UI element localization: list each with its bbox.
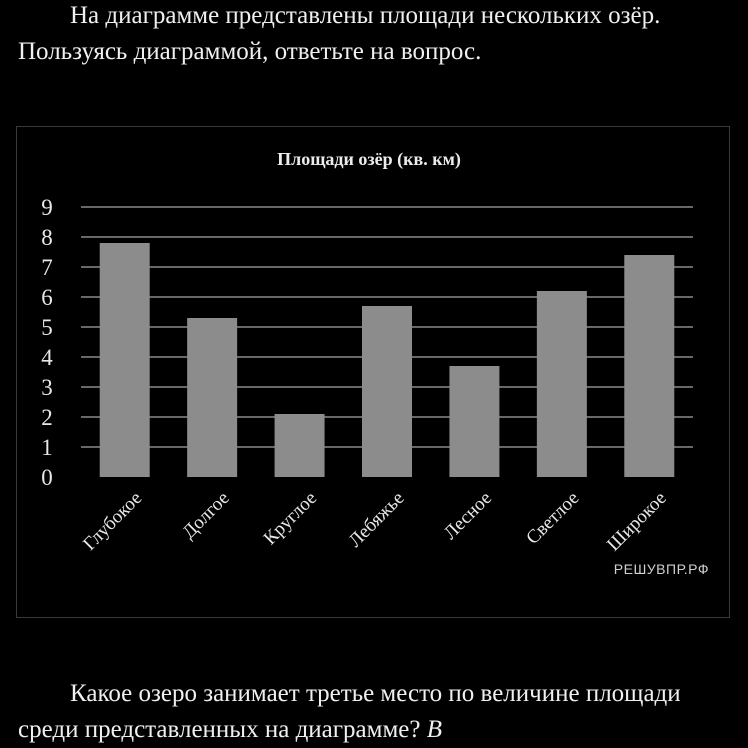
y-tick-label: 0 [41,465,53,490]
y-axis-ticks [41,195,53,490]
bars [100,243,675,477]
bar-4 [362,306,412,477]
bar-7 [624,255,674,477]
y-tick-label: 7 [41,255,53,280]
y-tick-label: 6 [41,285,53,310]
x-category-label: Широкое [603,487,671,556]
chart-title: Площади озёр (кв. км) [277,149,461,169]
y-tick-label: 4 [41,345,53,370]
bar-2 [187,318,237,477]
bar-chart [17,127,729,617]
x-category-label: Долгое [178,487,234,543]
question-intro [18,0,730,70]
prompt-text: Какое озеро занимает третье место по величине площади среди представленных на диаграмме? [18,680,681,743]
x-category-label: Лебяжье [344,487,409,552]
x-axis-labels [79,488,671,556]
x-category-label: Лесное [439,487,496,544]
bar-5 [449,366,499,477]
y-tick-label: 2 [41,405,53,430]
watermark: РЕШУВПР.РФ [613,561,709,577]
intro-text: На диаграмме представлены площади нескольких озёр. Пользуясь диаграммой, ответьте на вопрос. [18,2,661,65]
x-category-label: Глубокое [79,487,147,555]
x-category-label: Круглое [259,487,322,550]
y-tick-label: 3 [41,375,53,400]
prompt-italic: В [426,716,442,743]
y-tick-label: 1 [41,435,53,460]
x-category-label: Светлое [522,487,584,549]
y-tick-label: 5 [41,315,53,340]
bar-1 [100,243,150,477]
chart-frame [16,126,730,618]
question-prompt [18,676,730,748]
y-tick-label: 9 [41,195,53,220]
bar-6 [537,291,587,477]
y-tick-label: 8 [41,225,53,250]
bar-3 [275,414,325,477]
